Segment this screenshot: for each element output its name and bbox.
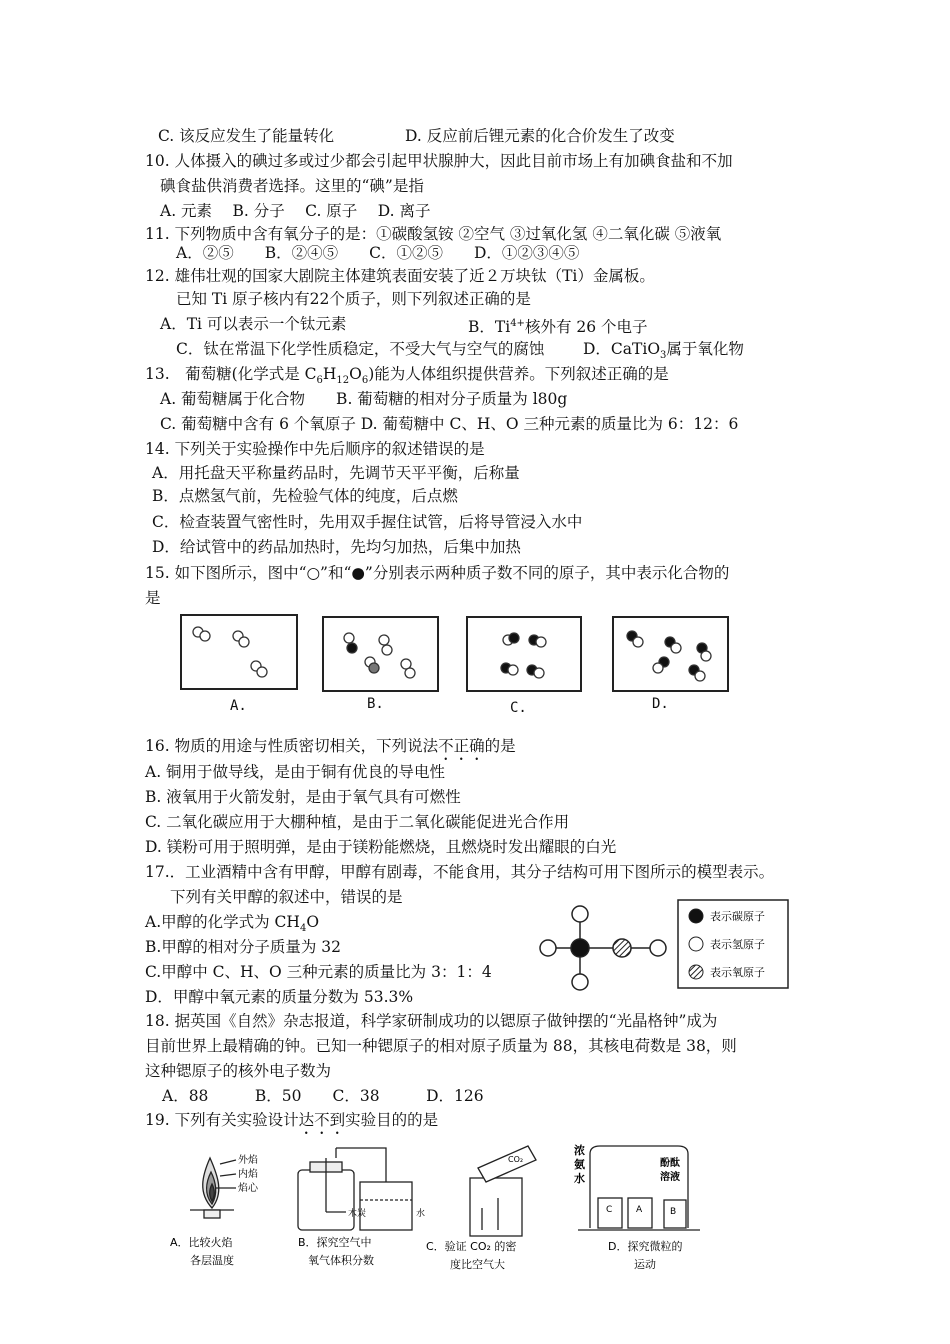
q19-beaker-a: A [636,1205,643,1215]
q19-cap-d-line2: 运动 [634,1258,656,1271]
q15-box-d [612,616,729,692]
q19-beaker-b: B [670,1207,677,1217]
q19-cap-b-line1: B．探究空气中 [298,1236,372,1249]
q15-label-c: C. [510,700,527,716]
q16-option-d: D. 镁粉可用于照明弹，是由于镁粉能燃烧，且燃烧时发出耀眼的白光 [145,838,617,856]
q19-cap-d-line1: D．探究微粒的 [608,1240,683,1253]
q11-stem: 11. 下列物质中含有氧分子的是：①碳酸氢铵 ②空气 ③过氧化氢 ④二氧化碳 ⑤液氧 [145,225,722,243]
q19-beaker-c: C [606,1205,613,1215]
q13-stem: 13. 葡萄糖(化学式是 $C_6H_{12}O_6$)能为人体组织提供营养。下列叙述正确的是 [145,365,669,387]
q17-methanol-model [530,898,790,998]
q12-option-d: D．CaTiO$_3$属于氧化物 [583,340,744,362]
q18-stem-line3: 这种锶原子的核外电子数为 [145,1062,332,1080]
q10-stem-line1: 10. 人体摄入的碘过多或过少都会引起甲状腺肿大，因此目前市场上有加碘食盐和不加 [145,152,733,170]
q19-tag-charcoal: 木炭 [348,1209,367,1219]
q19-fig-a-flame [190,1158,236,1218]
q14-option-a: A．用托盘天平称量药品时，先调节天平平衡，后称量 [152,464,520,482]
q10-stem-line2: 碘食盐供消费者选择。这里的“碘”是指 [160,177,424,195]
q15-molecules-c [468,618,580,690]
q15-label-b: B. [367,696,384,712]
q17-legend-hydrogen: 表示氢原子 [710,938,765,951]
q17-legend-carbon: 表示碳原子 [710,910,765,923]
q19-stem: 19. 下列有关实验设计达不到实验目的的是 [145,1111,439,1129]
q17-stem-line1: 17.．工业酒精中含有甲醇，甲醇有剧毒，不能食用，其分子结构可用下图所示的模型表示。 [145,863,775,881]
q19-tag-phenol: 酚酞 [660,1158,680,1169]
q19-tag-shui: 水 [574,1172,585,1185]
q19-tag-co2: CO₂ [508,1155,524,1164]
q19-cap-c-line2: 度比空气大 [450,1258,505,1271]
q19-flame-outer: 外焰 [238,1155,258,1166]
q15-label-a: A. [230,698,247,714]
q18-options: A．88 B．50 C．38 D．126 [162,1087,484,1105]
q18-stem-line1: 18. 据英国《自然》杂志报道，科学家研制成功的以锶原子做钟摆的“光晶格钟”成为 [145,1012,718,1030]
q19-flame-inner: 内焰 [238,1169,258,1180]
q15-box-c [466,616,582,692]
q16-option-a: A. 铜用于做导线，是由于铜有优良的导电性 [145,763,446,781]
q15-molecules-b [324,618,437,690]
q15-box-a [180,614,298,690]
q12-option-a: A．Ti 可以表示一个钛元素 [160,315,347,333]
q12-option-b: B．$Ti^{4+}$核外有 26 个电子 [468,318,648,337]
q12-option-c: C．钛在常温下化学性质稳定，不受大气与空气的腐蚀 [176,340,545,358]
q9-option-c: C. 该反应发生了能量转化 [158,127,335,145]
q11-options: A．②⑤ B．②④⑤ C．①②⑤ D．①②③④⑤ [176,244,580,262]
q14-stem: 14. 下列关于实验操作中先后顺序的叙述错误的是 [145,440,485,458]
q16-option-c: C. 二氧化碳应用于大棚种植，是由于二氧化碳能促进光合作用 [145,813,570,831]
q14-option-c: C．检查装置气密性时，先用双手握住试管，后将导管浸入水中 [152,513,583,531]
q16-emphasis: 不正确 [438,737,485,755]
q17-option-d: D．甲醇中氧元素的质量分数为 53.3% [145,988,414,1006]
q19-flame-core: 焰心 [238,1183,258,1194]
q19-tag-nong: 浓 [574,1144,585,1157]
q17-option-b: B.甲醇的相对分子质量为 32 [145,938,341,956]
q19-cap-a-line1: A．比较火焰 [170,1236,233,1249]
q19-cap-b-line2: 氧气体积分数 [308,1254,374,1267]
q9-option-d: D. 反应前后锂元素的化合价发生了改变 [405,127,675,145]
q19-fig-d-apparatus [578,1146,700,1230]
q17-option-c: C.甲醇中 C、H、O 三种元素的质量比为 3：1：4 [145,963,492,981]
q17-legend-oxygen: 表示氧原子 [710,966,765,979]
q15-stem-line1: 15. 如下图所示，图中“○”和“●”分别表示两种质子数不同的原子，其中表示化合物的 [145,564,730,582]
q19-cap-c-line1: C．验证 CO₂ 的密 [426,1240,517,1253]
q15-molecules-a [182,616,296,688]
q14-option-b: B．点燃氢气前，先检验气体的纯度，后点燃 [152,487,458,505]
q13-options-ab: A. 葡萄糖属于化合物 B. 葡萄糖的相对分子质量为 l80g [160,390,568,408]
q15-stem-line2: 是 [145,589,161,607]
q17-option-a: A.甲醇的化学式为 $CH_4O$ [145,913,320,935]
q14-option-d: D．给试管中的药品加热时，先均匀加热，后集中加热 [152,538,521,556]
q19-tag-an: 氨 [574,1158,585,1171]
q10-options: A. 元素 B. 分子 C. 原子 D. 离子 [160,202,431,220]
q19-emphasis: 达不到 [298,1111,346,1129]
q15-molecules-d [614,618,727,690]
q12-stem-line1: 12. 雄伟壮观的国家大剧院主体建筑表面安装了近２万块钛（Ti）金属板。 [145,267,655,285]
q19-fig-c-apparatus [470,1146,536,1236]
q16-stem: 16. 物质的用途与性质密切相关，下列说法不正确的是 [145,737,516,755]
q15-box-b [322,616,439,692]
q19-tag-solution: 溶液 [660,1172,680,1183]
q19-tag-water: 水 [416,1209,426,1219]
q19-cap-a-line2: 各层温度 [190,1254,234,1267]
q18-stem-line2: 目前世界上最精确的钟。已知一种锶原子的相对原子质量为 88，其核电荷数是 38，则 [145,1037,737,1055]
q17-stem-line2: 下列有关甲醇的叙述中，错误的是 [170,888,403,906]
q16-option-b: B. 液氧用于火箭发射，是由于氧气具有可燃性 [145,788,461,806]
q12-stem-line2: 已知 Ti 原子核内有22个质子，则下列叙述正确的是 [176,290,531,308]
q15-label-d: D. [652,696,669,712]
q13-options-cd: C. 葡萄糖中含有 6 个氧原子 D. 葡萄糖中 C、H、O 三种元素的质量比为 6：12：6 [160,415,739,433]
q15-figure [172,612,732,722]
q19-figures [160,1138,740,1328]
